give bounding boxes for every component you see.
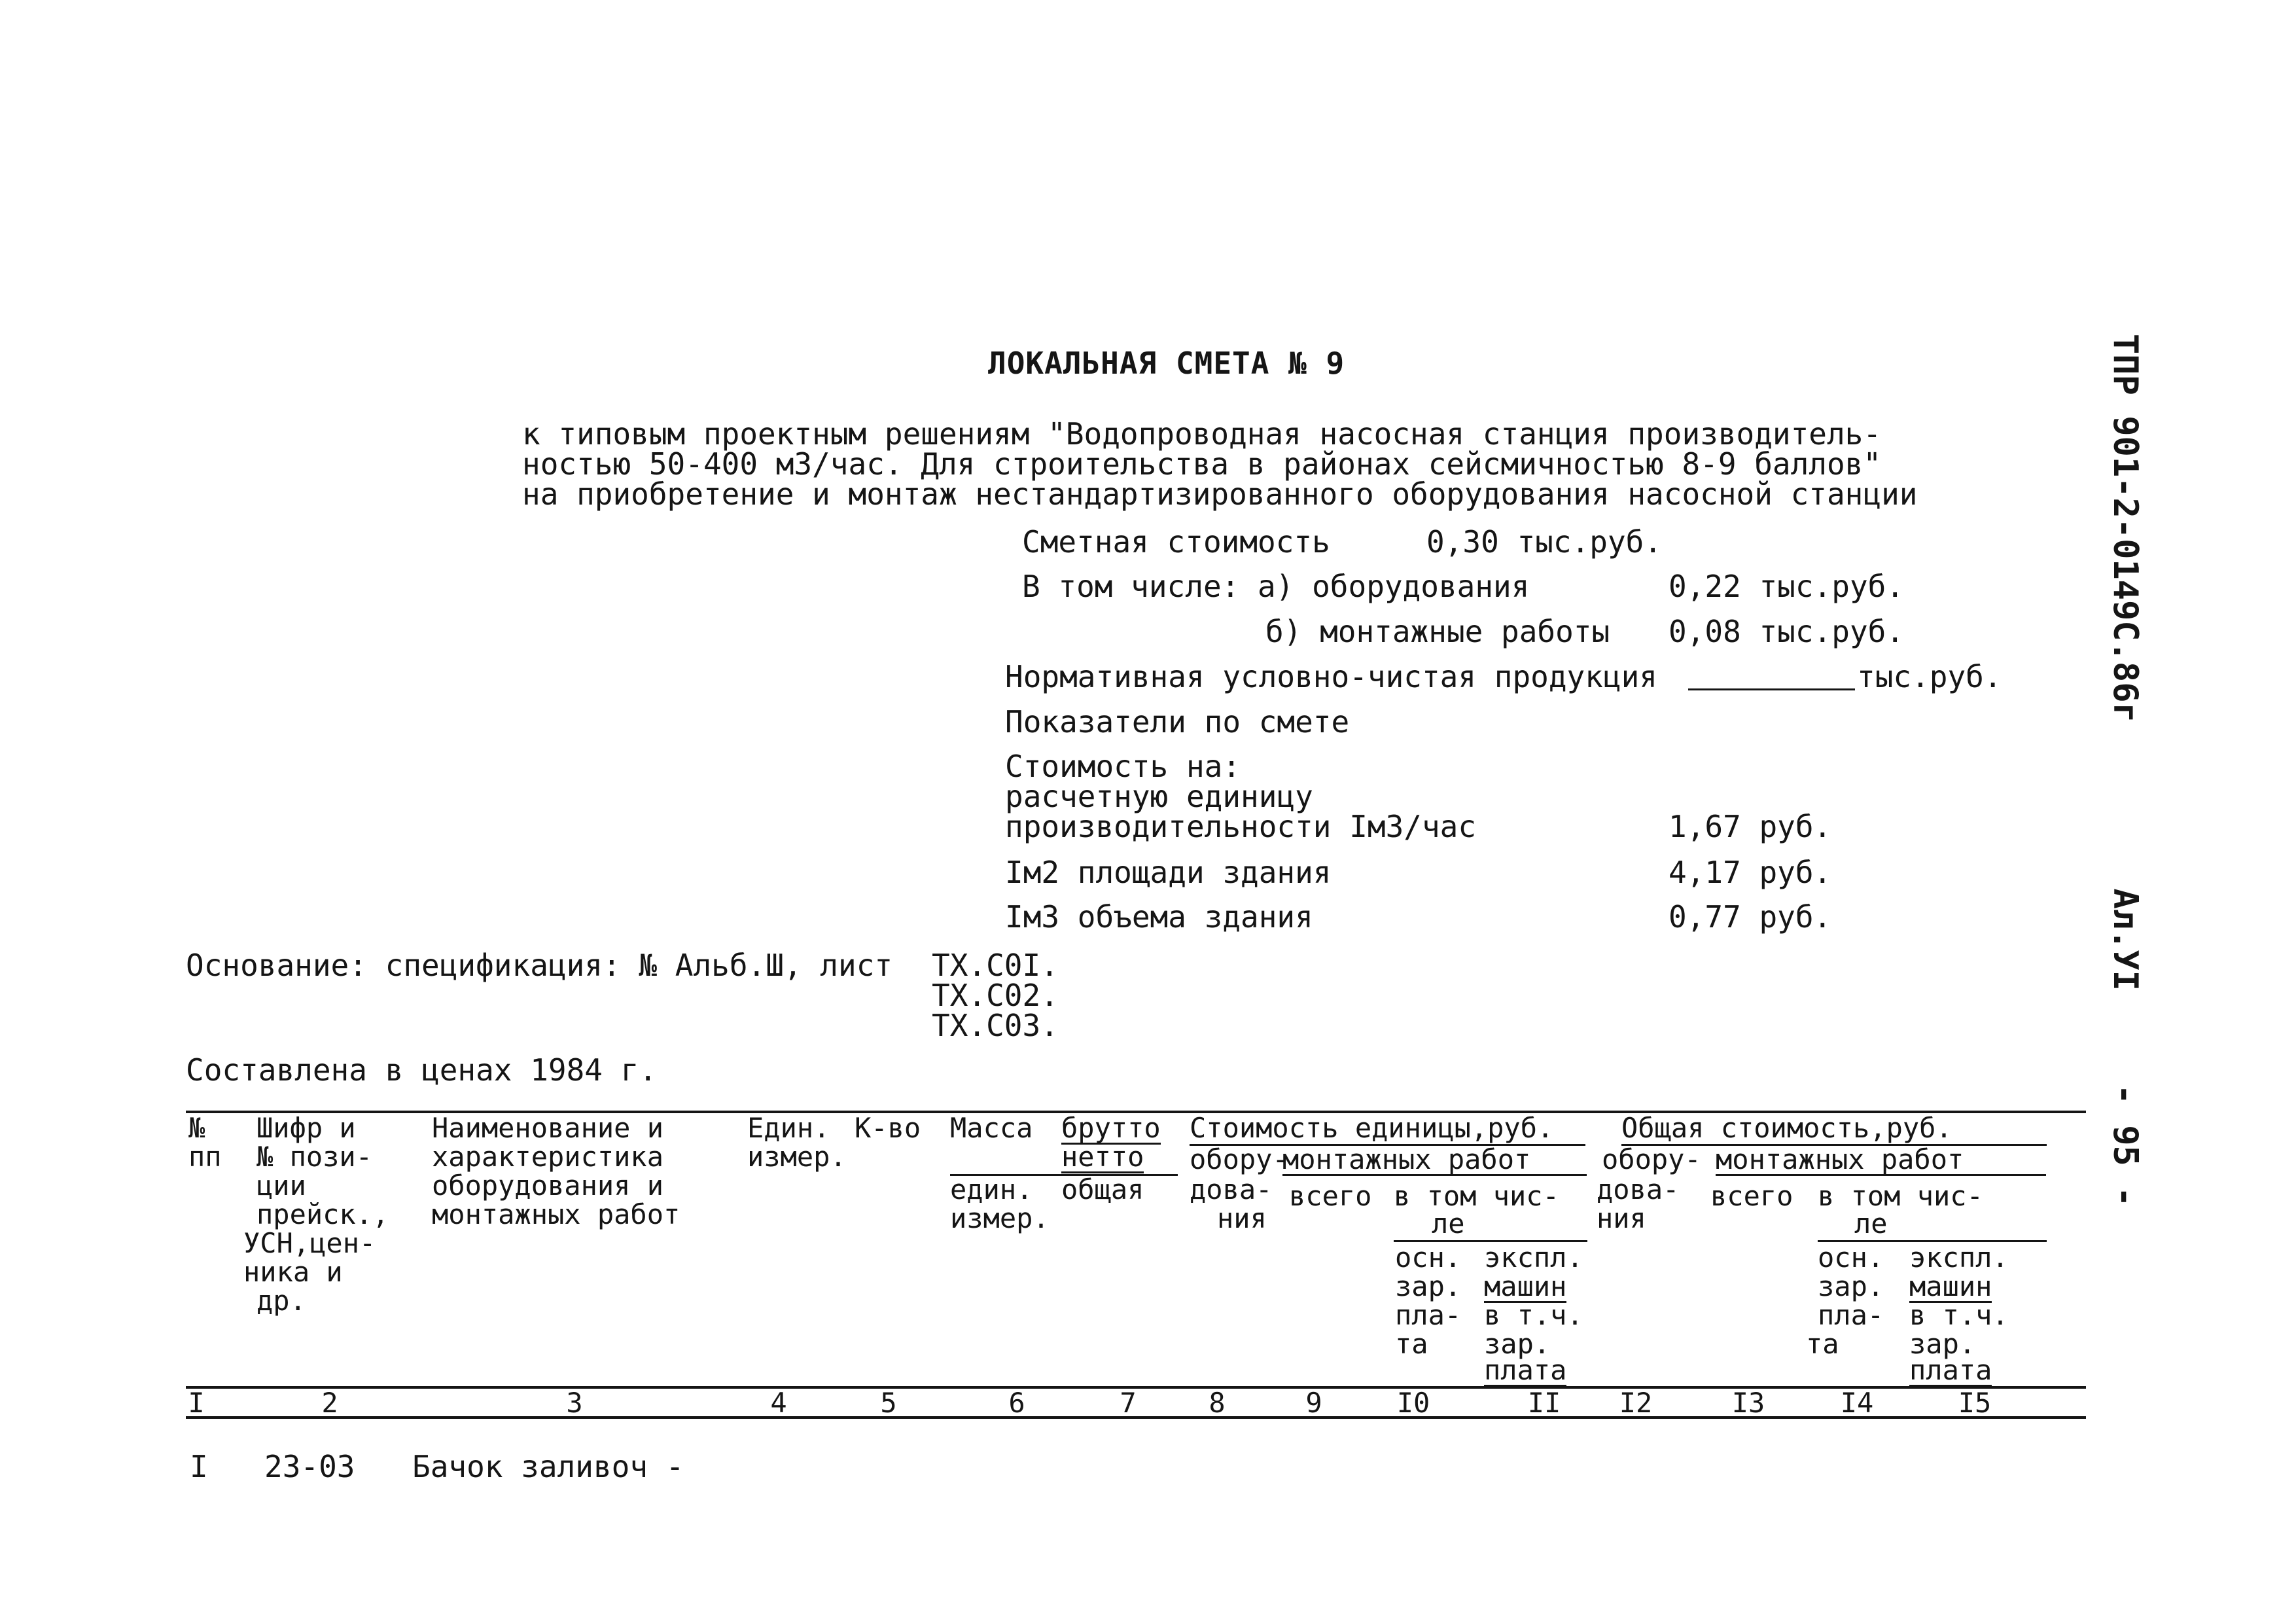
col-number-15: I5 <box>1958 1387 1992 1419</box>
page-title: ЛОКАЛЬНАЯ СМЕТА № 9 <box>988 346 1345 381</box>
stamp-code: ТПР 901-2-0149С.86г <box>2106 334 2145 723</box>
col-wage-1-a: осн. <box>1395 1241 1462 1274</box>
basis-sheet-3: ТХ.С03. <box>932 1008 1059 1043</box>
col-code-4: прейск., <box>256 1198 389 1230</box>
col-qty: К-во <box>855 1112 921 1144</box>
col-mach-2-d: зар. <box>1909 1328 1976 1360</box>
col-number-11: II <box>1527 1387 1561 1419</box>
normative-unit: тыс.руб. <box>1857 659 2002 694</box>
stamp-page: - 95 - <box>2106 1084 2145 1207</box>
area-label: Iм2 площади здания <box>1005 855 1332 890</box>
col-incl-1-a: в том чис- <box>1394 1180 1559 1212</box>
row-1-code: 23-03 <box>264 1449 355 1484</box>
col-total-cost: Общая стоимость,руб. <box>1621 1112 1952 1144</box>
col-wage-2-b: зар. <box>1818 1270 1884 1302</box>
col-mach-1-d: зар. <box>1484 1328 1551 1360</box>
side-stamp <box>2106 334 2145 1207</box>
col-wage-2-d: та <box>1806 1328 1839 1360</box>
col-mount-1: монтажных работ <box>1282 1143 1531 1175</box>
col-all-1: всего <box>1289 1180 1372 1212</box>
col-equip-1-c: ния <box>1217 1202 1267 1234</box>
col-name-2: характеристика <box>432 1141 664 1173</box>
col-no-1: № <box>188 1112 205 1144</box>
col-code-1: Шифр и <box>256 1112 356 1144</box>
col-incl-1-b: ле <box>1432 1207 1465 1240</box>
col-mach-1-b: машин <box>1484 1270 1567 1302</box>
basis-sheet-2: ТХ.С02. <box>932 978 1059 1013</box>
col-mass-unit-2: измер. <box>950 1202 1050 1234</box>
col-wage-2-c: пла- <box>1818 1299 1884 1331</box>
col-equip-2-c: ния <box>1597 1202 1646 1234</box>
volume-label: Iм3 объема здания <box>1005 899 1313 935</box>
works-label: б) монтажные работы <box>1265 614 1610 649</box>
col-code-5: УСН,цен- <box>243 1227 376 1259</box>
intro-line-2: ностью 50-400 м3/час. Для строительства в районах сейсмичностью 8-9 баллов" <box>522 446 1882 482</box>
col-equip-2-a: обору- <box>1602 1143 1701 1175</box>
col-code-6: ника и <box>243 1256 343 1288</box>
col-brutto: брутто <box>1061 1112 1161 1144</box>
col-unit-cost: Стоимость единицы,руб. <box>1190 1112 1554 1144</box>
indicators-heading: Показатели по смете <box>1005 704 1350 740</box>
col-number-13: I3 <box>1731 1387 1765 1419</box>
col-equip-1-b: дова- <box>1190 1173 1273 1205</box>
col-number-14: I4 <box>1840 1387 1874 1419</box>
col-mach-1-e: плата <box>1484 1354 1567 1386</box>
row-1-no: I <box>190 1449 208 1484</box>
basis-label: Основание: спецификация: № Альб.Ш, лист <box>186 948 893 983</box>
works-value: 0,08 тыс.руб. <box>1669 614 1905 649</box>
col-mount-2: монтажных работ <box>1716 1143 1964 1175</box>
intro-line-3: на приобретение и монтаж нестандартизированного оборудования насосной станции <box>522 476 1918 512</box>
col-wage-1-b: зар. <box>1395 1270 1462 1302</box>
row-1-name: Бачок заливоч - <box>412 1449 684 1484</box>
col-number-4: 4 <box>770 1387 787 1419</box>
col-mach-1-c: в т.ч. <box>1484 1299 1583 1331</box>
col-mach-1-a: экспл. <box>1484 1241 1583 1274</box>
col-mach-2-c: в т.ч. <box>1909 1299 2009 1331</box>
col-unit-2: измер. <box>747 1141 847 1173</box>
normative-blank <box>1688 688 1855 690</box>
col-number-12: I2 <box>1619 1387 1653 1419</box>
unit-value: 1,67 руб. <box>1669 809 1832 844</box>
col-equip-1-a: обору- <box>1190 1143 1289 1175</box>
col-number-3: 3 <box>566 1387 583 1419</box>
col-mass-unit-1: един. <box>950 1173 1033 1205</box>
col-all-2: всего <box>1710 1180 1793 1212</box>
unit-line-2: производительности Iм3/час <box>1005 809 1477 844</box>
col-code-2: № пози- <box>256 1141 373 1173</box>
col-incl-2-a: в том чис- <box>1818 1180 1983 1212</box>
col-wage-1-c: пла- <box>1395 1299 1462 1331</box>
col-number-6: 6 <box>1008 1387 1025 1419</box>
col-mass-total: общая <box>1061 1173 1144 1205</box>
unit-line-1: расчетную единицу <box>1005 779 1313 814</box>
col-number-9: 9 <box>1305 1387 1322 1419</box>
area-value: 4,17 руб. <box>1669 855 1832 890</box>
col-name-4: монтажных работ <box>432 1198 680 1230</box>
intro-line-1: к типовым проектным решениям "Водопроводная насосная станция производитель- <box>522 416 1882 452</box>
col-incl-2-b: ле <box>1854 1207 1888 1240</box>
col-number-5: 5 <box>880 1387 897 1419</box>
prices-note: Составлена в ценах 1984 г. <box>186 1052 658 1088</box>
col-mach-2-a: экспл. <box>1909 1241 2009 1274</box>
stamp-album: Ал.УI <box>2106 888 2145 991</box>
col-name-3: оборудования и <box>432 1169 664 1202</box>
col-mach-2-b: машин <box>1909 1270 1992 1302</box>
col-code-3: ции <box>256 1169 306 1202</box>
col-number-7: 7 <box>1120 1387 1137 1419</box>
col-netto: нетто <box>1061 1141 1144 1173</box>
col-wage-1-d: та <box>1395 1328 1428 1360</box>
normative-label: Нормативная условно-чистая продукция <box>1005 659 1657 694</box>
col-number-1: I <box>188 1387 205 1419</box>
col-code-7: др. <box>256 1285 306 1317</box>
volume-value: 0,77 руб. <box>1669 899 1832 935</box>
cost-on-label: Стоимость на: <box>1005 749 1241 784</box>
col-equip-2-b: дова- <box>1597 1173 1680 1205</box>
col-name-1: Наименование и <box>432 1112 664 1144</box>
basis-sheet-1: ТХ.С0I. <box>932 948 1059 983</box>
col-mass: Масса <box>950 1112 1033 1144</box>
col-number-8: 8 <box>1209 1387 1226 1419</box>
estimate-value: 0,30 тыс.руб. <box>1426 524 1663 560</box>
col-mach-2-e: плата <box>1909 1354 1992 1386</box>
col-no-2: пп <box>188 1141 222 1173</box>
col-number-10: I0 <box>1396 1387 1430 1419</box>
col-unit-1: Един. <box>747 1112 830 1144</box>
col-wage-2-a: осн. <box>1818 1241 1884 1274</box>
equipment-value: 0,22 тыс.руб. <box>1669 569 1905 604</box>
including-label: В том числе: а) оборудования <box>1022 569 1530 604</box>
col-number-2: 2 <box>321 1387 338 1419</box>
estimate-label: Сметная стоимость <box>1022 524 1330 560</box>
